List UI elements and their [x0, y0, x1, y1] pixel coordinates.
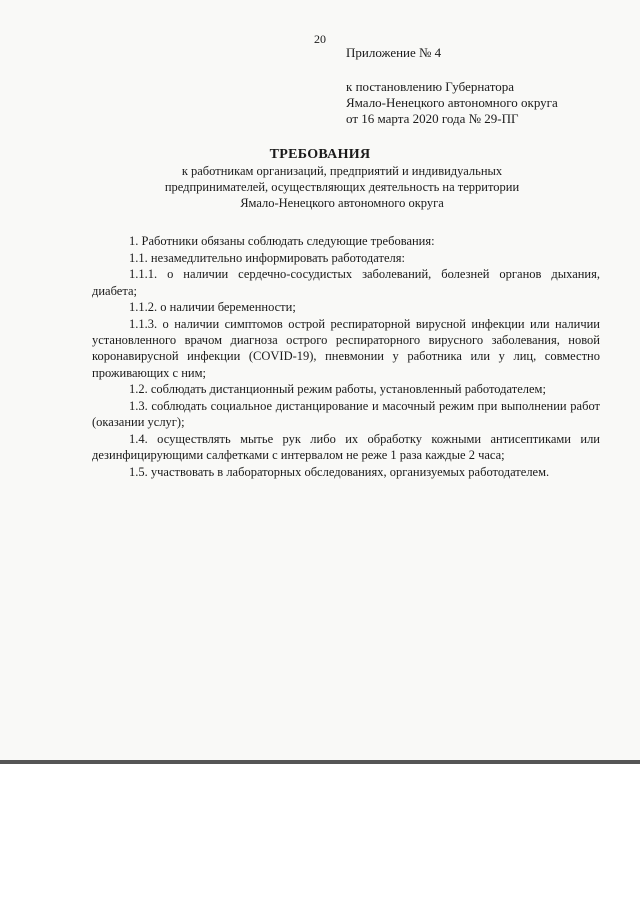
- item-1-2: 1.2. соблюдать дистанционный режим работы, установленный работодателем;: [129, 382, 546, 397]
- subtitle-line-2: предпринимателей, осуществляющих деятельность на территории: [164, 180, 520, 194]
- appendix-number: Приложение № 4: [346, 45, 442, 60]
- document-body: [92, 233, 600, 481]
- subtitle-line-3: Ямало-Ненецкого автономного округа: [240, 196, 444, 210]
- item-1-1: 1.1. незамедлительно информировать работодателя:: [129, 250, 405, 265]
- item-1-3: 1.3. соблюдать социальное дистанцирование и масочный режим при выполнении работ (оказании услуг);: [92, 399, 600, 430]
- document-subtitle: [92, 163, 592, 211]
- subtitle-line-1: к работникам организаций, предприятий и индивидуальных: [181, 164, 503, 178]
- item-1-1-1: 1.1.1. о наличии сердечно-сосудистых заболеваний, болезней органов дыхания, диабета;: [92, 267, 600, 298]
- item-1-4: 1.4. осуществлять мытье рук либо их обработку кожными антисептиками или дезинфицирующими салфетками с интервалом не реже 1 раза каждые 2 часа;: [92, 431, 600, 463]
- page-number: 20: [314, 32, 326, 46]
- appendix-line-3: от 16 марта 2020 года № 29-ПГ: [346, 111, 519, 126]
- document-title: ТРЕБОВАНИЯ: [269, 147, 371, 162]
- item-1-1-3: 1.1.3. о наличии симптомов острой респираторной вирусной инфекции или наличии установленного врачом диагноза острого респираторного вирусного заболевания, новой коронавирусной инфекции (COVID-19), пневмонии у работника или у лиц, совместно проживающих с ним;: [92, 317, 600, 380]
- scan-edge-divider: [0, 760, 640, 764]
- item-1-5: 1.5. участвовать в лабораторных обследованиях, организуемых работодателем.: [129, 464, 550, 479]
- appendix-line-2: Ямало-Ненецкого автономного округа: [346, 95, 558, 110]
- item-1-1-2: 1.1.2. о наличии беременности;: [129, 300, 296, 315]
- item-1: 1. Работники обязаны соблюдать следующие требования:: [129, 234, 435, 248]
- appendix-line-1: к постановлению Губернатора: [346, 79, 515, 94]
- appendix-header: [346, 45, 626, 127]
